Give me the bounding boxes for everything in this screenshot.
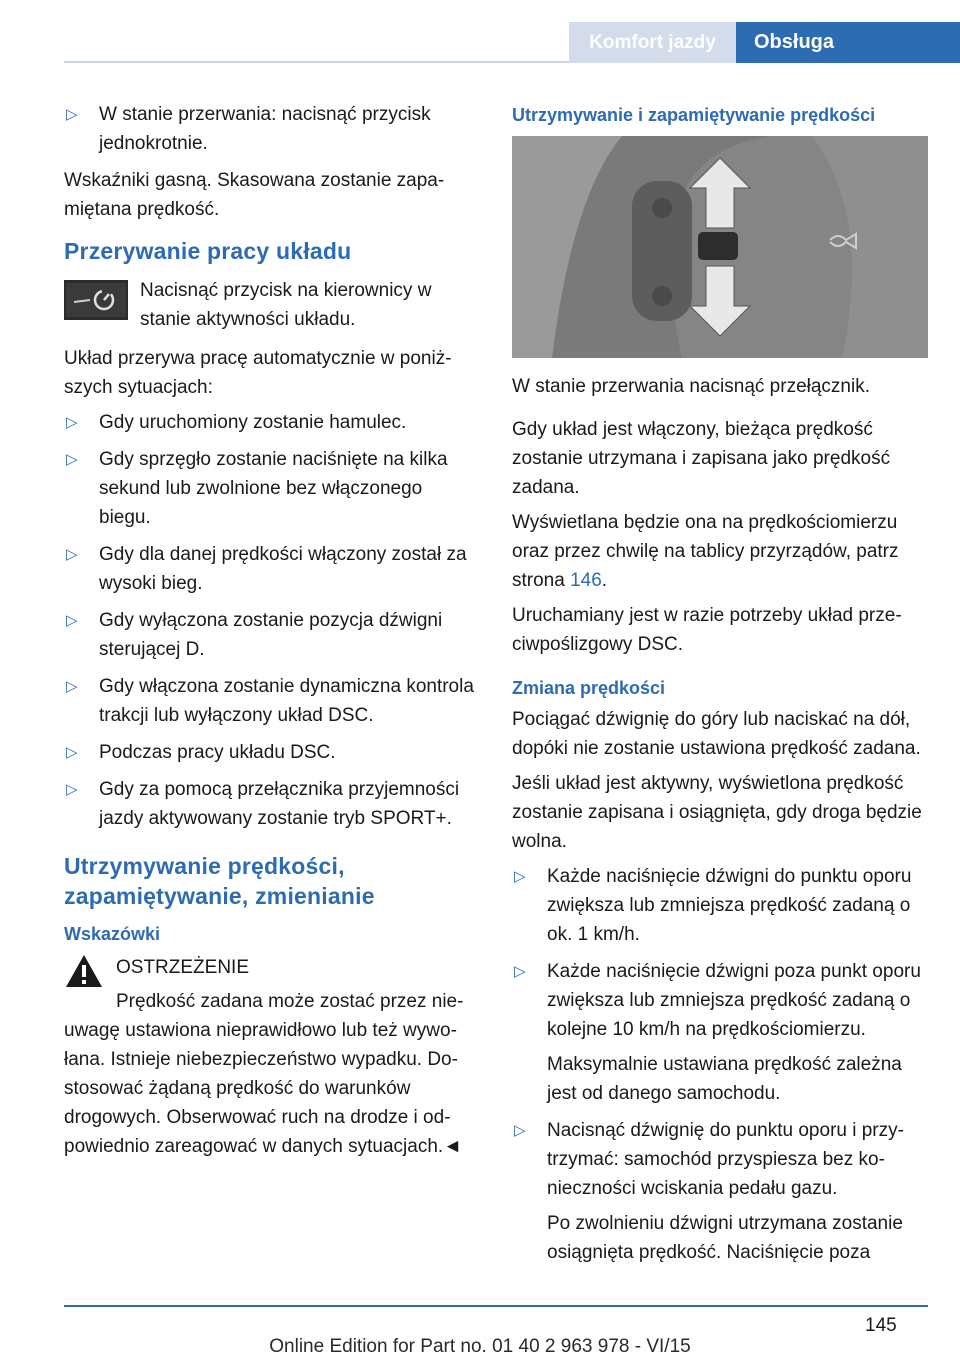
- paragraph: Jeśli układ jest aktywny, wyświetlona prędkość zostanie zapisana i osiągnięta, gdy droga będzie wolna.: [512, 773, 922, 852]
- list-item: ▷ W stanie przerwania: nacisnąć przycisk jednokrotnie.: [64, 100, 479, 158]
- bullet-triangle-icon: ▷: [66, 106, 78, 123]
- bullet-triangle-icon: ▷: [514, 868, 526, 885]
- list-item: ▷ Gdy włączona zostanie dynamiczna kontrola trakcji lub wyłączony układ DSC.: [64, 672, 479, 730]
- bullet-triangle-icon: ▷: [66, 451, 78, 468]
- chapter-title: Obsługa: [754, 31, 835, 53]
- interrupt-button-row: [64, 276, 479, 334]
- header-section-tab: [569, 22, 736, 63]
- paragraph: Wskaźniki gasną. Skasowana zostanie zapamiętana prędkość.: [64, 170, 445, 220]
- paragraph: Uruchamiany jest w razie potrzeby układ przeciwpoślizgowy DSC.: [512, 605, 902, 655]
- list-item: ▷ Nacisnąć dźwignię do punktu oporu i przytrzymać: samochód przyspiesza bez konieczności wciskania pedału gazu. Po zwolnieniu dźwigni utrzymana zostanie osiągnięta prędkość. Naciśnięcie poza: [512, 1116, 930, 1267]
- bullet-triangle-icon: ▷: [514, 963, 526, 980]
- heading-change-speed: Zmiana prędkości: [512, 678, 666, 698]
- paragraph: Wyświetlana będzie ona na prędkościomierzu oraz przez chwilę na tablicy przyrządów, patrz strona 146.: [512, 512, 899, 591]
- list-item: ▷ Każde naciśnięcie dźwigni do punktu oporu zwiększa lub zmniejsza prędkość zadaną o ok. 1 km/h.: [512, 862, 930, 949]
- auto-interrupt-list: [64, 408, 479, 833]
- resume-list: [64, 100, 479, 158]
- steering-wheel-lever-image: [512, 136, 928, 358]
- list-item: ▷ Gdy za pomocą przełącznika przyjemności jazdy aktywowany zostanie tryb SPORT+.: [64, 775, 479, 833]
- section-title: Komfort jazdy: [589, 32, 716, 53]
- heading-notes: Wskazówki: [64, 924, 161, 944]
- paragraph: Pociągać dźwignię do góry lub naciskać na dół, dopóki nie zostanie ustawiona prędkość zadana.: [512, 709, 921, 759]
- page-number: 145: [865, 1315, 897, 1336]
- bullet-triangle-icon: ▷: [66, 414, 78, 431]
- list-item: ▷ Podczas pracy układu DSC.: [64, 738, 479, 767]
- bullet-triangle-icon: ▷: [66, 612, 78, 629]
- left-column: [64, 100, 479, 1167]
- warning-title: OSTRZEŻENIE: [116, 957, 250, 978]
- list-item: ▷ Każde naciśnięcie dźwigni poza punkt oporu zwiększa lub zmniejsza prędkość zadaną o kolejne 10 km/h na prędkościomierzu. Maksymalnie ustawiana prędkość zależna jest od danego samochodu.: [512, 957, 930, 1108]
- cruise-interrupt-button-icon: [64, 280, 128, 320]
- right-column: [512, 100, 930, 1275]
- paragraph: Układ przerywa pracę automatycznie w poniższych sytuacjach:: [64, 348, 452, 398]
- bullet-triangle-icon: ▷: [514, 1122, 526, 1139]
- warning-text: Prędkość zadana może zostać przez nieuwagę ustawiona nieprawidłowo lub też wywołana. Istnieje niebezpieczeństwo wypadku. Dostosować żądaną prędkość do warunków drogowych. Obserwować ruch na drodze i odpowiednio zareagować w danych sytuacjach.◄: [64, 991, 464, 1157]
- bullet-triangle-icon: ▷: [66, 744, 78, 761]
- heading-hold-speed: Utrzymywanie prędkości, zapamiętywanie, zmienianie: [64, 853, 375, 909]
- change-speed-list: [512, 862, 930, 1267]
- list-item: ▷ Gdy sprzęgło zostanie naciśnięte na kilka sekund lub zwolnione bez włączonego biegu.: [64, 445, 479, 532]
- header-chapter-tab: [736, 22, 960, 63]
- paragraph: Gdy układ jest włączony, bieżąca prędkość zostanie utrzymana i zapisana jako prędkość zadana.: [512, 419, 891, 498]
- bullet-triangle-icon: ▷: [66, 678, 78, 695]
- list-item-note: Maksymalnie ustawiana prędkość zależna jest od danego samochodu.: [547, 1054, 902, 1104]
- bullet-triangle-icon: ▷: [66, 546, 78, 563]
- list-item: ▷ Gdy dla danej prędkości włączony został za wysoki bieg.: [64, 540, 479, 598]
- image-caption: W stanie przerwania nacisnąć przełącznik.: [512, 376, 870, 397]
- page-reference-link[interactable]: 146: [570, 570, 602, 591]
- list-item-note: Po zwolnieniu dźwigni utrzymana zostanie osiągnięta prędkość. Naciśnięcie poza: [547, 1213, 903, 1263]
- list-item: ▷ Gdy uruchomiony zostanie hamulec.: [64, 408, 479, 437]
- warning-triangle-icon: [64, 953, 104, 989]
- interrupt-instruction: Nacisnąć przycisk na kierownicy w stanie aktywności układu.: [140, 280, 432, 330]
- heading-store-speed: Utrzymywanie i zapamiętywanie prędkości: [512, 105, 876, 125]
- warning-block: [64, 951, 479, 989]
- bullet-triangle-icon: ▷: [66, 781, 78, 798]
- edition-footer: Online Edition for Part no. 01 40 2 963 978 - VI/15: [269, 1336, 691, 1357]
- footer-rule: [64, 1305, 928, 1307]
- list-item: ▷ Gdy wyłączona zostanie pozycja dźwigni sterującej D.: [64, 606, 479, 664]
- heading-interrupt: Przerywanie pracy układu: [64, 238, 352, 264]
